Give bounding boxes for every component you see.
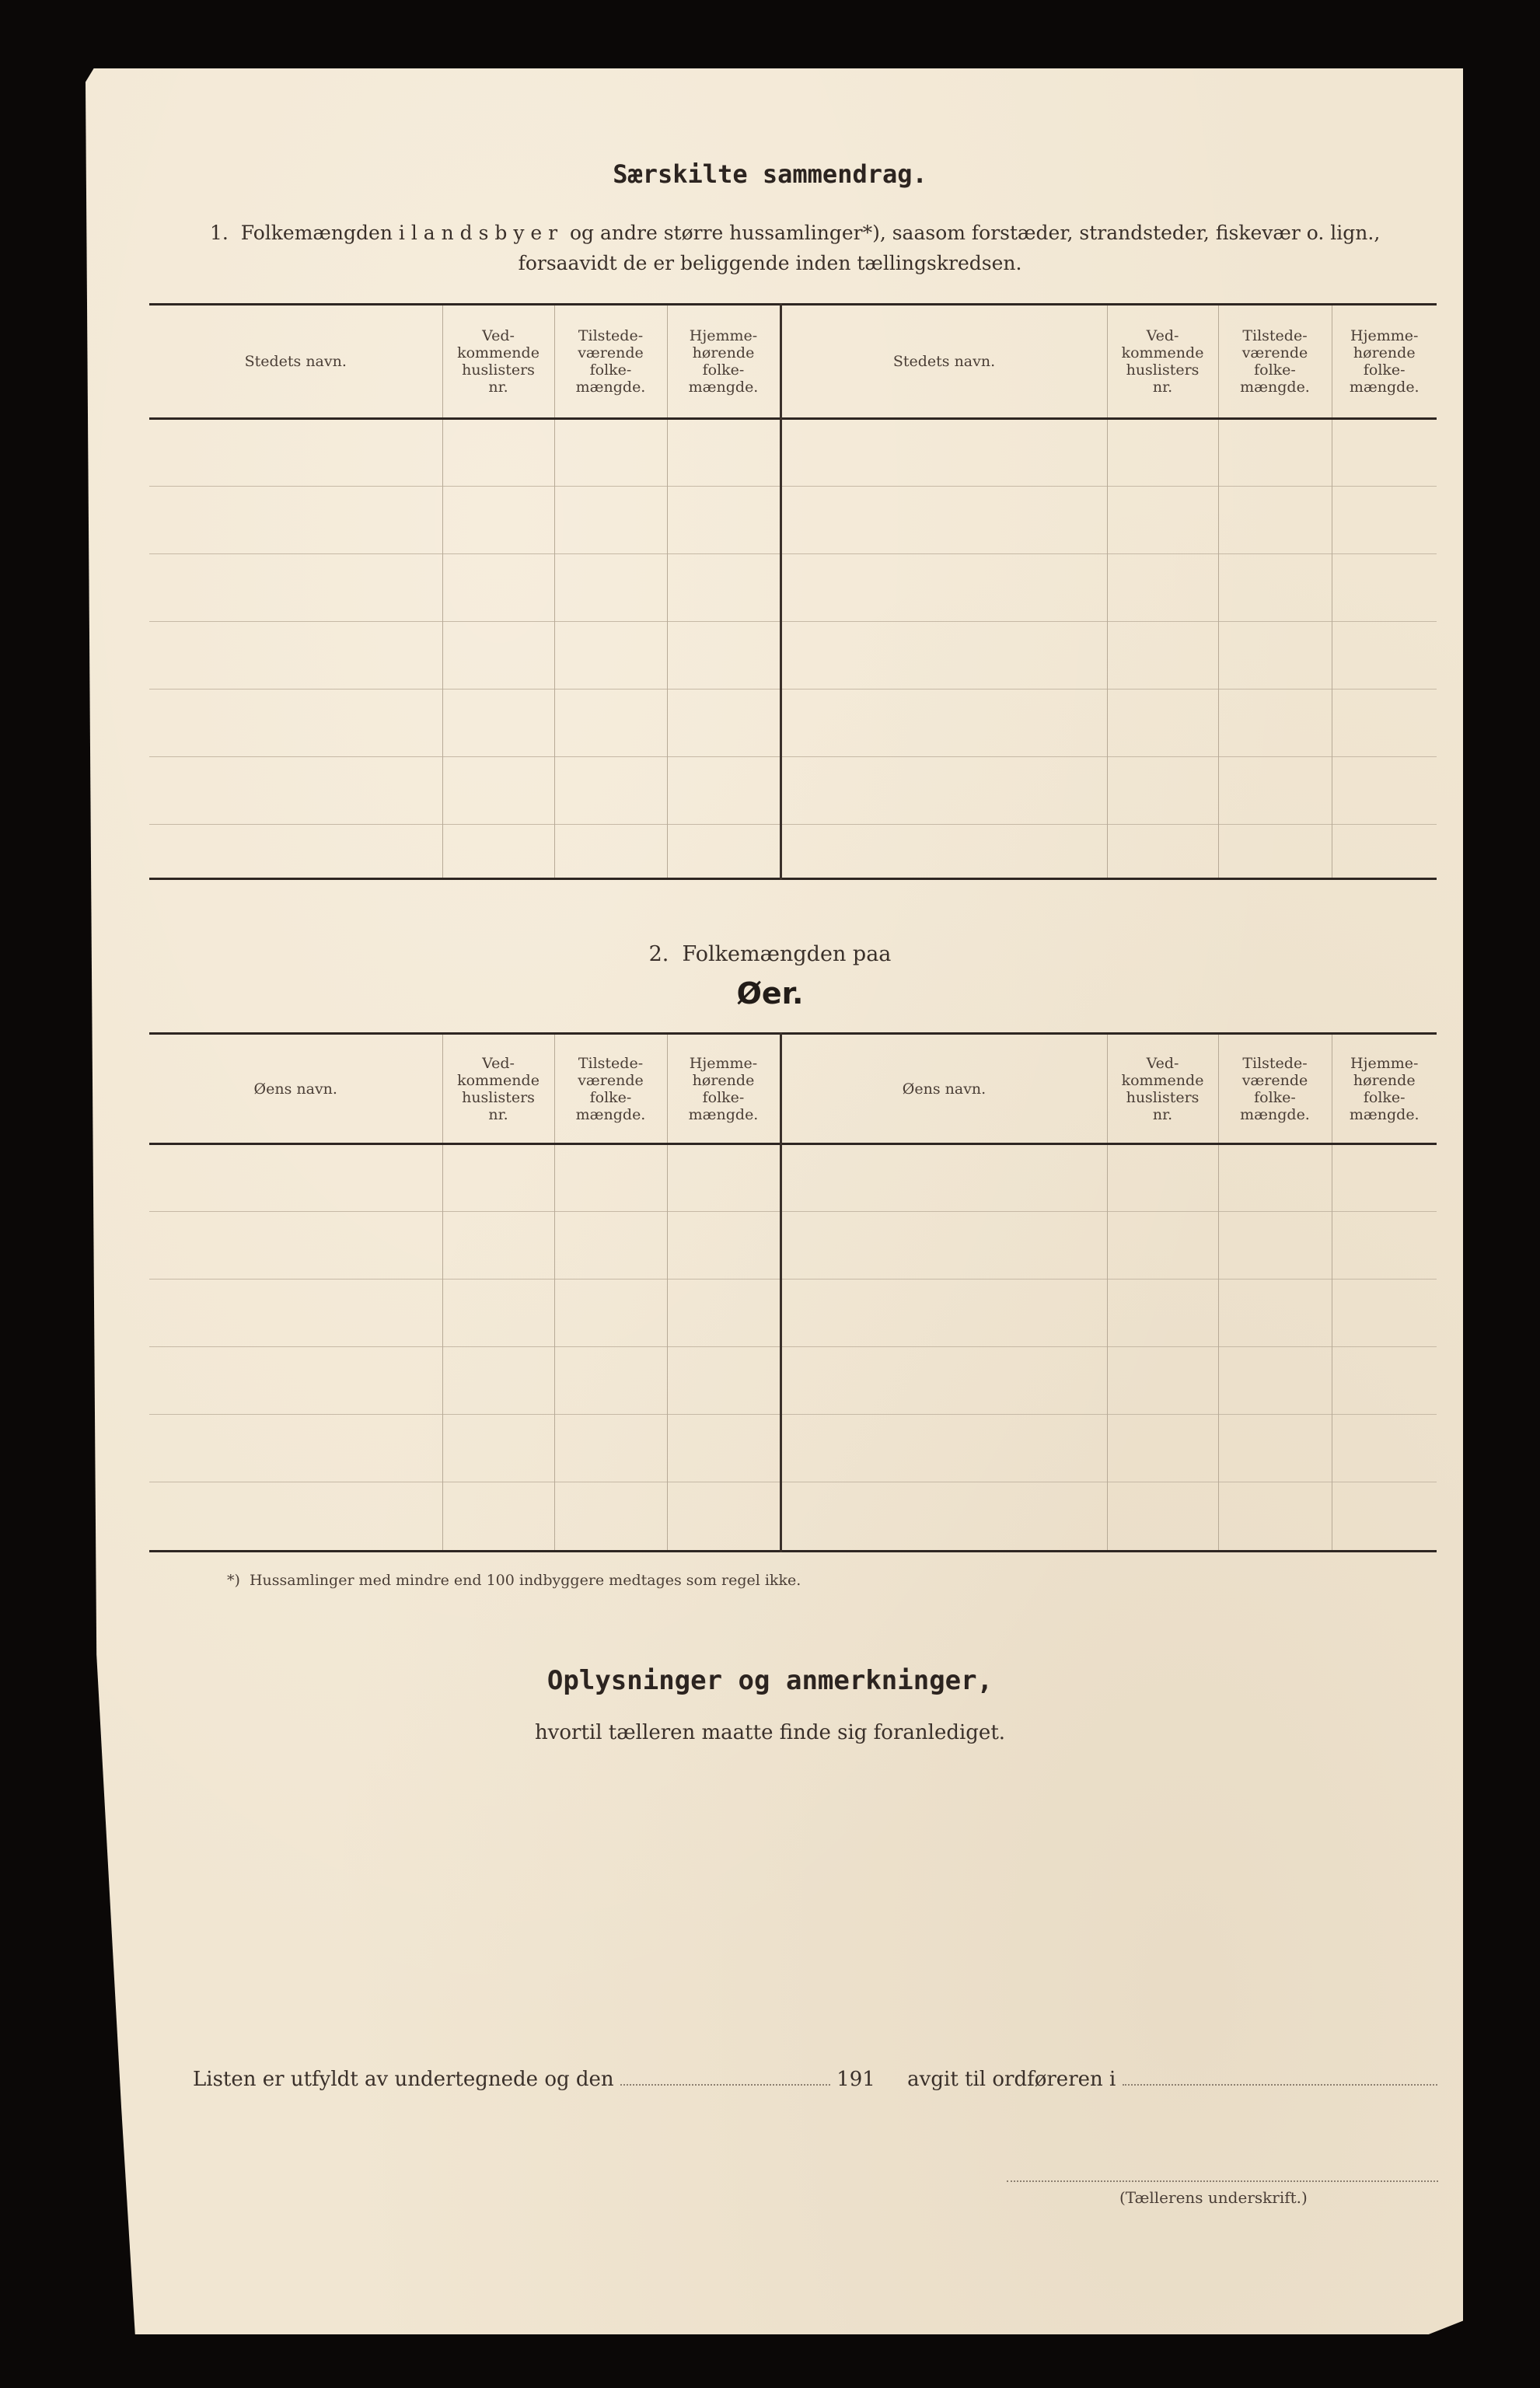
table-cell[interactable] [149,1482,442,1552]
table-cell[interactable] [1107,690,1218,757]
table-cell[interactable] [1107,825,1218,879]
remarks-subtitle: hvortil tælleren maatte finde sig foranlediget. [534,1721,1006,1744]
table-cell[interactable] [780,419,1107,487]
table-cell[interactable] [780,487,1107,554]
signature-field[interactable] [1007,2180,1438,2182]
section2-title: Øer. [736,976,804,1011]
table-cell[interactable] [442,1280,554,1347]
table-cell[interactable] [442,1144,554,1212]
table-row [149,825,1437,879]
table-cell[interactable] [1107,1280,1218,1347]
table-cell[interactable] [1218,554,1332,622]
table-cell[interactable] [554,1347,667,1415]
header-island-left: Øens navn. [253,1080,337,1098]
table-cell[interactable] [149,419,442,487]
table-cell[interactable] [1332,622,1437,690]
header-resident-right: Hjemme- hørende folke- mængde. [1332,1034,1437,1144]
table-cell[interactable] [554,419,667,487]
table-cell[interactable] [442,1415,554,1482]
table-cell[interactable] [1218,825,1332,879]
table-row [149,1415,1437,1482]
table-cell[interactable] [1332,1212,1437,1280]
table-cell[interactable] [554,622,667,690]
table-cell[interactable] [442,622,554,690]
table-cell[interactable] [149,757,442,825]
table-cell[interactable] [442,690,554,757]
header-present-left: Tilstede- værende folke- mængde. [554,305,667,419]
table-cell[interactable] [1332,1144,1437,1212]
table-cell[interactable] [554,825,667,879]
table-cell[interactable] [780,1280,1107,1347]
signature-line-start: Listen er utfyldt av undertegnede og den [193,2068,614,2091]
table-cell[interactable] [442,757,554,825]
section2-label: 2. Folkemængden paa [648,942,892,966]
table-cell[interactable] [442,487,554,554]
table-cell[interactable] [149,487,442,554]
table-cell[interactable] [780,825,1107,879]
table-cell[interactable] [554,690,667,757]
villages-table [149,303,1437,880]
table-cell[interactable] [149,1347,442,1415]
table-cell[interactable] [149,554,442,622]
table-cell[interactable] [149,622,442,690]
table-cell[interactable] [780,1212,1107,1280]
table-cell[interactable] [1218,1212,1332,1280]
section1-title: Særskilte sammendrag. [613,159,927,189]
footnote: *) Hussamlinger med mindre end 100 indbyggere medtages som regel ikke. [227,1572,801,1589]
table-cell[interactable] [554,487,667,554]
header-household-left: Ved- kommende huslisters nr. [442,1034,554,1144]
table-cell[interactable] [149,1280,442,1347]
table-row [149,622,1437,690]
table-cell[interactable] [1107,1415,1218,1482]
table-cell[interactable] [554,1144,667,1212]
table-row [149,690,1437,757]
table-cell[interactable] [780,690,1107,757]
table-cell[interactable] [667,825,780,879]
header-island-right: Øens navn. [780,1034,1107,1144]
header-household-left: Ved- kommende huslisters nr. [442,305,554,419]
table-row [149,487,1437,554]
table-cell[interactable] [149,1415,442,1482]
header-household-right: Ved- kommende huslisters nr. [1107,1034,1218,1144]
table-cell[interactable] [667,1212,780,1280]
table-cell[interactable] [442,1347,554,1415]
table-cell[interactable] [667,622,780,690]
table-cell[interactable] [1332,1415,1437,1482]
table-cell[interactable] [1107,487,1218,554]
signature-line [193,2068,1437,2091]
table-cell[interactable] [1218,1347,1332,1415]
header-resident-left: Hjemme- hørende folke- mængde. [667,305,780,419]
table-cell[interactable] [1107,1144,1218,1212]
table-cell[interactable] [149,690,442,757]
table-cell[interactable] [1218,1415,1332,1482]
table-cell[interactable] [780,622,1107,690]
table-cell[interactable] [442,419,554,487]
table-cell[interactable] [1332,757,1437,825]
table-cell[interactable] [1218,690,1332,757]
table-cell[interactable] [442,1212,554,1280]
table-cell[interactable] [1107,1482,1218,1552]
table-cell[interactable] [667,554,780,622]
header-present-left: Tilstede- værende folke- mængde. [554,1034,667,1144]
municipality-field[interactable] [1123,2070,1437,2086]
table-cell[interactable] [1218,1482,1332,1552]
table-cell[interactable] [780,757,1107,825]
table-row [149,757,1437,825]
table-cell[interactable] [554,1212,667,1280]
table-cell[interactable] [780,1347,1107,1415]
table-cell[interactable] [1107,1347,1218,1415]
table-cell[interactable] [1218,1144,1332,1212]
table-cell[interactable] [667,1347,780,1415]
table-cell[interactable] [1107,622,1218,690]
table-cell[interactable] [442,1482,554,1552]
table-cell[interactable] [149,1144,442,1212]
table-cell[interactable] [1332,690,1437,757]
table-cell[interactable] [554,1482,667,1552]
year-prefix: 191 [836,2068,875,2091]
table-cell[interactable] [1332,825,1437,879]
table-cell[interactable] [667,757,780,825]
table-cell[interactable] [149,825,442,879]
table-cell[interactable] [780,1415,1107,1482]
table-cell[interactable] [554,554,667,622]
table-cell[interactable] [442,825,554,879]
header-household-right: Ved- kommende huslisters nr. [1107,305,1218,419]
table-cell[interactable] [1218,487,1332,554]
table-cell[interactable] [1218,1280,1332,1347]
table-cell[interactable] [667,419,780,487]
table-row [149,1347,1437,1415]
header-place-left: Stedets navn. [244,353,347,370]
table-cell[interactable] [554,757,667,825]
islands-table [149,1032,1437,1552]
table-cell[interactable] [554,1280,667,1347]
table-cell[interactable] [442,554,554,622]
table-cell[interactable] [667,1280,780,1347]
table-cell[interactable] [1332,554,1437,622]
section1-intro-line1: 1. Folkemængden i l a n d s b y e r og andre større hussamlinger*), saasom forstæder, strandsteder, fiskevær o. lign., [210,222,1381,244]
table-cell[interactable] [149,1212,442,1280]
table-cell[interactable] [554,1415,667,1482]
table-cell[interactable] [667,690,780,757]
table-cell[interactable] [1332,419,1437,487]
table-cell[interactable] [667,1415,780,1482]
table-cell[interactable] [1332,1482,1437,1552]
table-cell[interactable] [1107,1212,1218,1280]
table-cell[interactable] [667,1144,780,1212]
signature-line-mid: avgit til ordføreren i [907,2068,1116,2091]
table-row [149,1144,1437,1212]
table-cell[interactable] [1107,554,1218,622]
table-cell[interactable] [1218,622,1332,690]
header-resident-right: Hjemme- hørende folke- mængde. [1332,305,1437,419]
header-present-right: Tilstede- værende folke- mængde. [1218,305,1332,419]
section1-intro-line2: forsaavidt de er beliggende inden tællingskredsen. [518,252,1022,274]
table-cell[interactable] [1107,757,1218,825]
signature-label: (Tællerens underskrift.) [1119,2188,1308,2207]
table-row [149,1212,1437,1280]
header-present-right: Tilstede- værende folke- mængde. [1218,1034,1332,1144]
header-resident-left: Hjemme- hørende folke- mængde. [667,1034,780,1144]
table-row [149,1482,1437,1552]
table-cell[interactable] [667,1482,780,1552]
table-cell[interactable] [1218,757,1332,825]
table-cell[interactable] [1107,419,1218,487]
date-field[interactable] [620,2070,830,2086]
remarks-title: Oplysninger og anmerkninger, [547,1665,993,1696]
table-cell[interactable] [1332,1280,1437,1347]
table-row [149,419,1437,487]
table-cell[interactable] [1332,1347,1437,1415]
table-cell[interactable] [780,554,1107,622]
table-cell[interactable] [780,1144,1107,1212]
table-cell[interactable] [780,1482,1107,1552]
header-place-right: Stedets navn. [780,305,1107,419]
table-cell[interactable] [667,487,780,554]
table-row [149,554,1437,622]
table-row [149,1280,1437,1347]
table-cell[interactable] [1332,487,1437,554]
table-cell[interactable] [1218,419,1332,487]
